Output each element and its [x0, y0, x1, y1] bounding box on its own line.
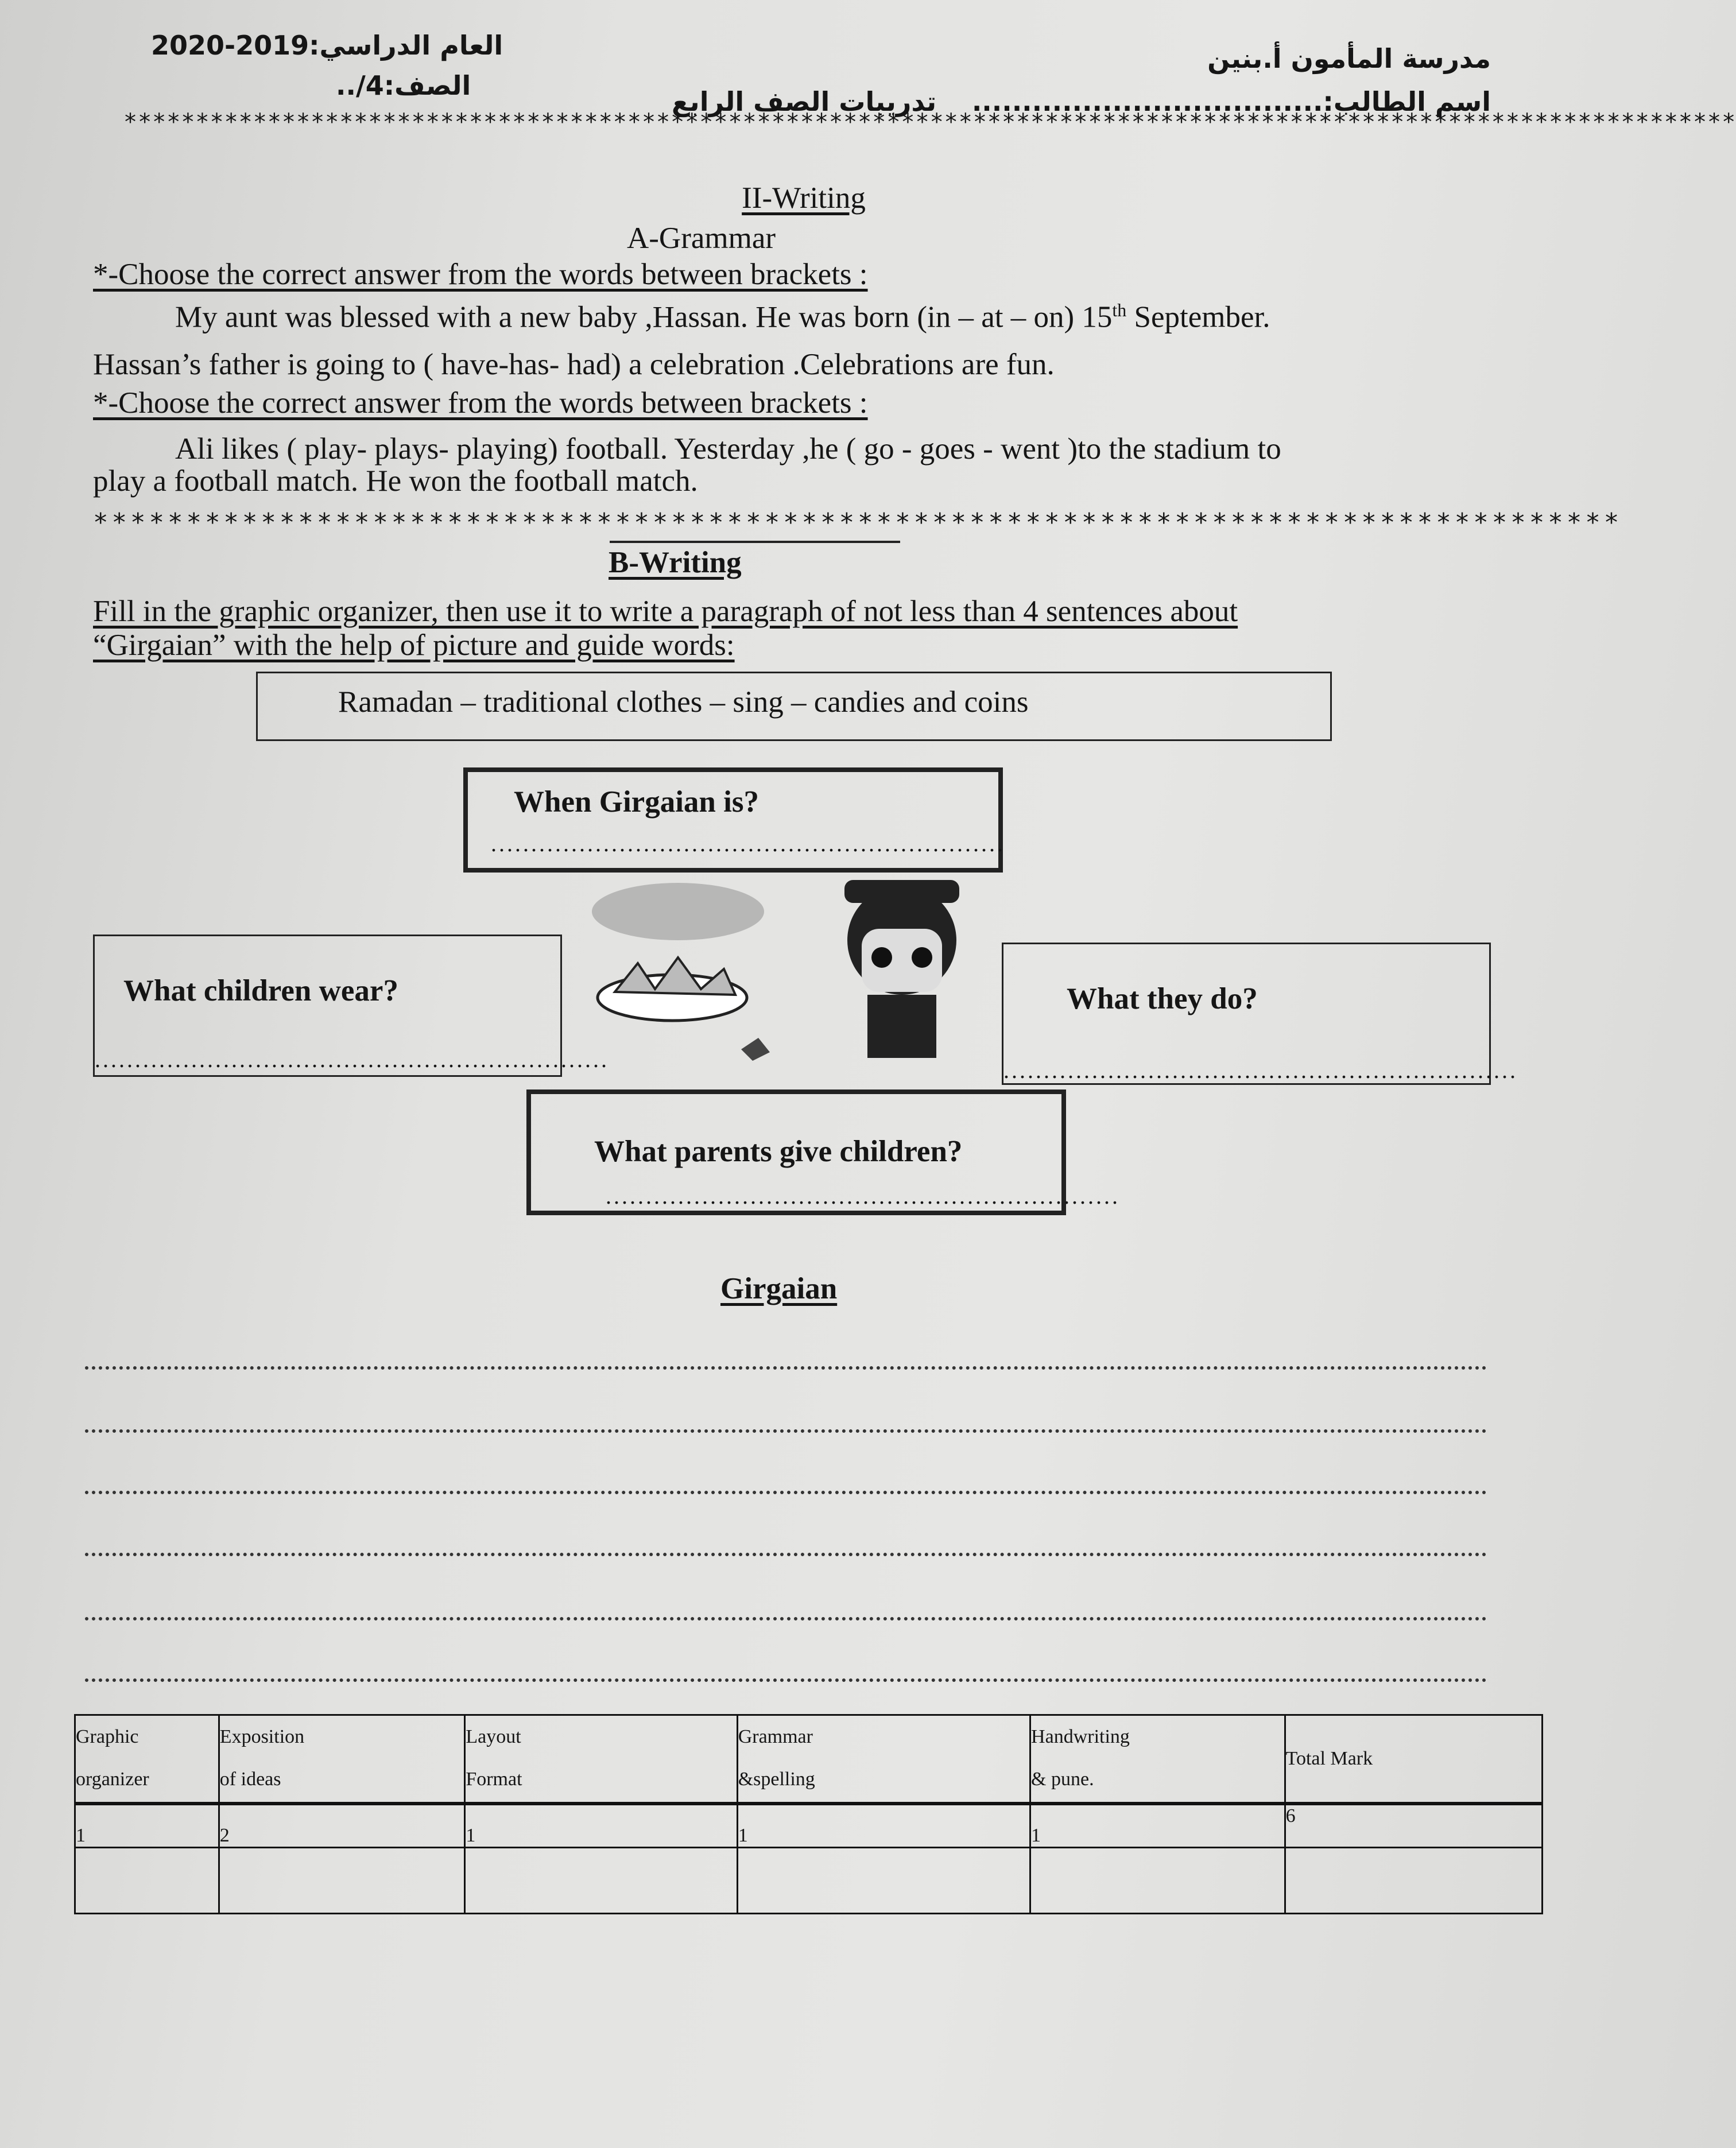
- writing-line[interactable]: [85, 1491, 1487, 1494]
- q1-line1: [175, 300, 1270, 335]
- rubric-header: Exposition of ideas: [219, 1715, 465, 1804]
- answer-dots: ................................................................: [491, 831, 1005, 856]
- q2-line1: Ali likes ( play- plays- playing) football. Yesterday ,he ( go - goes - went )to the stadium to: [175, 432, 1281, 466]
- writing-line[interactable]: [85, 1366, 1487, 1370]
- paragraph-title: Girgaian: [720, 1272, 838, 1305]
- score-cell[interactable]: [737, 1848, 1030, 1914]
- score-cell[interactable]: [1285, 1848, 1542, 1914]
- rubric-header-row: [75, 1715, 1543, 1804]
- mark-cell: 1: [1030, 1804, 1285, 1848]
- q1-line2: Hassan’s father is going to ( have-has- had) a celebration .Celebrations are fun.: [93, 348, 1055, 381]
- q1-instruction: *-Choose the correct answer from the words between brackets :: [93, 258, 868, 291]
- organizer-give-box[interactable]: [526, 1089, 1120, 1215]
- writing-line[interactable]: [85, 1429, 1487, 1433]
- question-wear: What children wear?: [123, 974, 398, 1007]
- girgaian-picture: [592, 877, 998, 1069]
- score-cell[interactable]: [465, 1848, 737, 1914]
- divider: [610, 541, 900, 543]
- school-year: العام الدراسي:2019-2020: [151, 30, 503, 61]
- answer-dots: ................................................................: [606, 1183, 1120, 1209]
- q1-line1-text: My aunt was blessed with a new baby ,Hassan. He was born (in – at – on) 15: [175, 300, 1113, 334]
- score-cell[interactable]: [75, 1848, 219, 1914]
- grade: الصف:4/..: [336, 70, 471, 101]
- girl-with-candies-icon: [592, 877, 998, 1069]
- mark-cell: 1: [737, 1804, 1030, 1848]
- separator-stars-2: **********************************************************************************: [93, 508, 1623, 537]
- mark-cell: 2: [219, 1804, 465, 1848]
- mark-cell: 1: [75, 1804, 219, 1848]
- writing-line[interactable]: [85, 1553, 1487, 1556]
- writing-instruction-2: “Girgaian” with the help of picture and guide words:: [93, 629, 735, 662]
- question-give: What parents give children?: [594, 1135, 963, 1168]
- score-cell[interactable]: [1030, 1848, 1285, 1914]
- section-title: II-Writing: [742, 181, 866, 215]
- guide-words-box: [256, 672, 1332, 741]
- score-cell[interactable]: [219, 1848, 465, 1914]
- q2-instruction: *-Choose the correct answer from the words between brackets :: [93, 386, 868, 420]
- rubric-score-row: [75, 1848, 1543, 1914]
- separator-stars: ****************************************************************************************************************: [123, 109, 1736, 135]
- rubric-table: [74, 1714, 1543, 1914]
- worksheet-title: تدريبات الصف الرابع: [672, 86, 937, 117]
- answer-dots: ................................................................: [1003, 1057, 1518, 1083]
- rubric-header: Handwriting & pune.: [1030, 1715, 1285, 1804]
- student-name-field[interactable]: اسم الطالب:...................................: [971, 86, 1491, 117]
- rubric-header: Grammar &spelling: [737, 1715, 1030, 1804]
- guide-words: Ramadan – traditional clothes – sing – candies and coins: [338, 685, 1029, 719]
- school-name: مدرسة المأمون أ.بنين: [1207, 43, 1491, 74]
- rubric-header: Total Mark: [1285, 1715, 1542, 1804]
- writing-title: B-Writing: [609, 546, 742, 579]
- q2-line2: play a football match. He won the football match.: [93, 464, 698, 498]
- answer-dots: ................................................................: [95, 1046, 609, 1072]
- question-when: When Girgaian is?: [514, 785, 760, 819]
- mark-cell: 6: [1285, 1804, 1542, 1848]
- rubric-header: Layout Format: [465, 1715, 737, 1804]
- q1-sup: th: [1112, 300, 1127, 320]
- rubric-header: Graphic organizer: [75, 1715, 219, 1804]
- mark-cell: 1: [465, 1804, 737, 1848]
- grammar-title: A-Grammar: [627, 222, 776, 255]
- organizer-wear-box[interactable]: [93, 935, 609, 1077]
- question-do: What they do?: [1067, 982, 1258, 1015]
- writing-instruction-1: Fill in the graphic organizer, then use it to write a paragraph of not less than 4 sentences about: [93, 595, 1238, 628]
- writing-line[interactable]: [85, 1678, 1487, 1682]
- organizer-do-box[interactable]: [1002, 943, 1518, 1085]
- q1-line1-end: September.: [1126, 300, 1270, 334]
- writing-line[interactable]: [85, 1617, 1487, 1620]
- rubric-marks-row: [75, 1804, 1543, 1848]
- organizer-when-box[interactable]: [463, 767, 1003, 873]
